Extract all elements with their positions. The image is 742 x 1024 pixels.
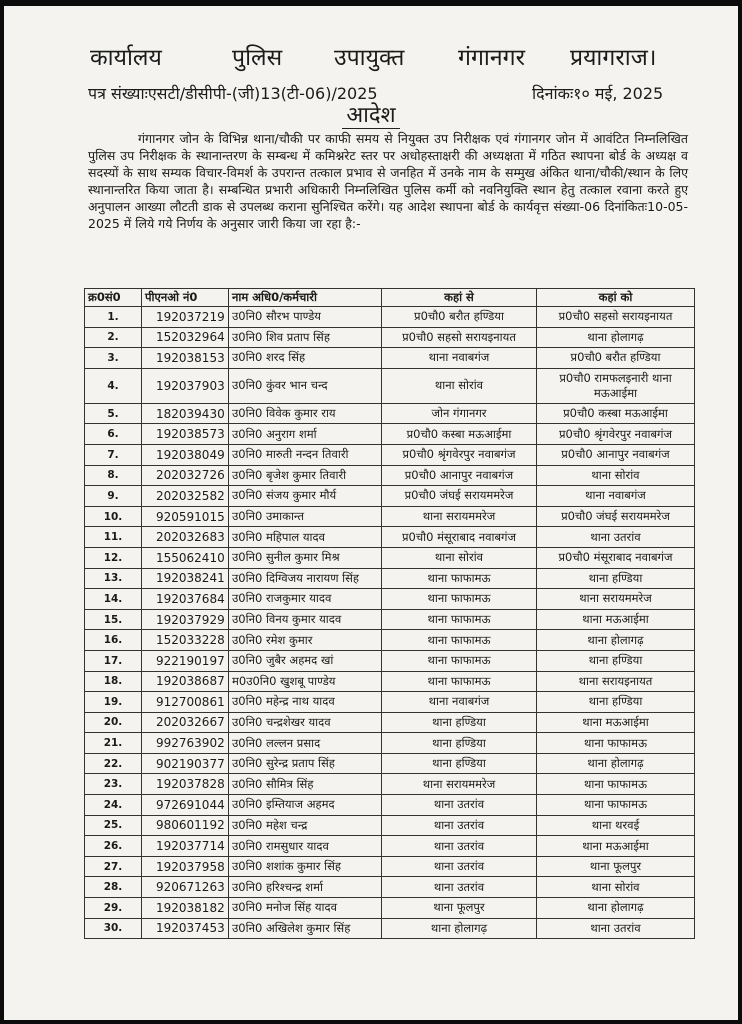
to-cell: थाना हण्डिया [537,568,695,589]
to-cell: प्र0चौ0 रामफलइनारी थाना मऊआईमा [537,368,695,403]
pno-cell: 152032964 [142,327,229,348]
from-cell: प्र0चौ0 मंसूराबाद नवाबगंज [382,527,537,548]
table-row [85,368,695,403]
table-row [85,527,695,548]
table-row [85,348,695,369]
pno-cell: 192037958 [142,856,229,877]
table-row [85,424,695,445]
name-cell: उ0नि0 संजय कुमार मौर्य [229,486,382,507]
serial-cell: 26. [85,836,142,857]
from-cell: प्र0चौ0 सहसो सरायइनायत [382,327,537,348]
from-cell: थाना होलागढ़ [382,918,537,939]
col-pno-header: पीएनओ नं0 [142,289,229,307]
to-cell: प्र0चौ0 बरौत हण्डिया [537,348,695,369]
name-cell: उ0नि0 रमेश कुमार [229,630,382,651]
pno-cell: 192038153 [142,348,229,369]
pno-cell: 152033228 [142,630,229,651]
header-dcp: उपायुक्त [334,45,405,71]
from-cell: थाना उतरांव [382,856,537,877]
pno-cell: 980601192 [142,815,229,836]
name-cell: म0उ0नि0 खुशबू पाण्डेय [229,671,382,692]
pno-cell: 202032683 [142,527,229,548]
name-cell: उ0नि0 रामसुधार यादव [229,836,382,857]
from-cell: थाना फाफामऊ [382,671,537,692]
name-cell: उ0नि0 महिपाल यादव [229,527,382,548]
to-cell: थाना नवाबगंज [537,486,695,507]
to-cell: थाना उतरांव [537,918,695,939]
table-row [85,856,695,877]
letter-date: दिनांकः१० मई, 2025 [532,84,664,103]
name-cell: उ0नि0 सौमित्र सिंह [229,774,382,795]
serial-cell: 19. [85,692,142,713]
pno-cell: 182039430 [142,403,229,424]
pno-cell: 192038049 [142,444,229,465]
name-cell: उ0नि0 अखिलेश कुमार सिंह [229,918,382,939]
serial-cell: 23. [85,774,142,795]
from-cell: थाना नवाबगंज [382,692,537,713]
name-cell: उ0नि0 राजकुमार यादव [229,589,382,610]
pno-cell: 192038241 [142,568,229,589]
from-cell: थाना उतरांव [382,836,537,857]
serial-cell: 20. [85,712,142,733]
name-cell: उ0नि0 महेश चन्द्र [229,815,382,836]
serial-cell: 27. [85,856,142,877]
table-row [85,506,695,527]
table-row [85,589,695,610]
to-cell: थाना सोरांव [537,877,695,898]
to-cell: थाना मऊआईमा [537,609,695,630]
pno-cell: 192037903 [142,368,229,403]
from-cell: प्र0चौ0 कस्बा मऊआईमा [382,424,537,445]
to-cell: थाना फाफामऊ [537,795,695,816]
table-row [85,918,695,939]
table-row [85,671,695,692]
to-cell: थाना फाफामऊ [537,774,695,795]
to-cell: थाना होलागढ़ [537,327,695,348]
table-row [85,307,695,328]
table-row [85,465,695,486]
name-cell: उ0नि0 सुरेन्द्र प्रताप सिंह [229,753,382,774]
from-cell: थाना उतरांव [382,877,537,898]
from-cell: थाना फाफामऊ [382,650,537,671]
from-cell: थाना फाफामऊ [382,589,537,610]
from-cell: थाना सरायममरेज [382,774,537,795]
col-serial-header: क्र0सं0 [85,289,142,307]
table-row [85,692,695,713]
name-cell: उ0नि0 विवेक कुमार राय [229,403,382,424]
name-cell: उ0नि0 मनोज सिंह यादव [229,898,382,919]
to-cell: थाना हण्डिया [537,650,695,671]
to-cell: प्र0चौ0 आनापुर नवाबगंज [537,444,695,465]
from-cell: थाना हण्डिया [382,712,537,733]
table-row [85,877,695,898]
to-cell: प्र0चौ0 श्रृंगवेरपुर नवाबगंज [537,424,695,445]
table-row [85,795,695,816]
serial-cell: 4. [85,368,142,403]
pno-cell: 992763902 [142,733,229,754]
name-cell: उ0नि0 कुंवर भान चन्द [229,368,382,403]
table-row [85,486,695,507]
header-city: प्रयागराज। [570,45,657,71]
serial-cell: 9. [85,486,142,507]
serial-cell: 5. [85,403,142,424]
name-cell: उ0नि0 महेन्द्र नाथ यादव [229,692,382,713]
serial-cell: 16. [85,630,142,651]
transfer-table [84,288,695,939]
name-cell: उ0नि0 हरिश्चन्द्र शर्मा [229,877,382,898]
from-cell: थाना फूलपुर [382,898,537,919]
serial-cell: 12. [85,547,142,568]
from-cell: प्र0चौ0 जंघई सरायममरेज [382,486,537,507]
to-cell: प्र0चौ0 सहसो सरायइनायत [537,307,695,328]
from-cell: प्र0चौ0 बरौत हण्डिया [382,307,537,328]
name-cell: उ0नि0 सौरभ पाण्डेय [229,307,382,328]
pno-cell: 192038687 [142,671,229,692]
from-cell: थाना सोरांव [382,547,537,568]
from-cell: थाना हण्डिया [382,753,537,774]
name-cell: उ0नि0 उमाकान्त [229,506,382,527]
to-cell: प्र0चौ0 कस्बा मऊआईमा [537,403,695,424]
to-cell: थाना होलागढ़ [537,898,695,919]
header-zone: गंगानगर [458,45,525,71]
pno-cell: 192037219 [142,307,229,328]
header-police: पुलिस [232,45,283,71]
serial-cell: 8. [85,465,142,486]
from-cell: जोन गंगानगर [382,403,537,424]
serial-cell: 3. [85,348,142,369]
table-row [85,836,695,857]
table-row [85,547,695,568]
table-row [85,444,695,465]
from-cell: थाना फाफामऊ [382,568,537,589]
office-header [4,40,738,70]
pno-cell: 192037929 [142,609,229,630]
serial-cell: 2. [85,327,142,348]
to-cell: थाना मऊआईमा [537,712,695,733]
serial-cell: 28. [85,877,142,898]
from-cell: थाना फाफामऊ [382,630,537,651]
name-cell: उ0नि0 अनुराग शर्मा [229,424,382,445]
col-from-header: कहां से [382,289,537,307]
name-cell: उ0नि0 शिव प्रताप सिंह [229,327,382,348]
serial-cell: 7. [85,444,142,465]
pno-cell: 202032667 [142,712,229,733]
table-row [85,403,695,424]
order-title [4,102,738,130]
from-cell: थाना सरायममरेज [382,506,537,527]
serial-cell: 17. [85,650,142,671]
pno-cell: 202032726 [142,465,229,486]
document-page [4,6,738,1020]
serial-cell: 6. [85,424,142,445]
serial-cell: 30. [85,918,142,939]
pno-cell: 922190197 [142,650,229,671]
letter-number: पत्र संख्याःएसटी/डीसीपी-(जी)13(टी-06)/2025 [88,84,378,103]
to-cell: थाना मऊआईमा [537,836,695,857]
pno-cell: 192038573 [142,424,229,445]
pno-cell: 192037684 [142,589,229,610]
table-row [85,630,695,651]
serial-cell: 24. [85,795,142,816]
pno-cell: 192037453 [142,918,229,939]
serial-cell: 13. [85,568,142,589]
from-cell: थाना सोरांव [382,368,537,403]
name-cell: उ0नि0 लल्लन प्रसाद [229,733,382,754]
header-office: कार्यालय [90,45,162,71]
name-cell: उ0नि0 इम्तियाज अहमद [229,795,382,816]
to-cell: थाना होलागढ़ [537,753,695,774]
to-cell: थाना उतरांव [537,527,695,548]
serial-cell: 11. [85,527,142,548]
order-title-text: आदेश [342,103,399,129]
serial-cell: 1. [85,307,142,328]
serial-cell: 21. [85,733,142,754]
pno-cell: 192037828 [142,774,229,795]
col-to-header: कहां को [537,289,695,307]
pno-cell: 192038182 [142,898,229,919]
table-row [85,774,695,795]
name-cell: उ0नि0 बृजेश कुमार तिवारी [229,465,382,486]
serial-cell: 29. [85,898,142,919]
order-body-text: गंगानगर जोन के विभिन्न थाना/चौकी पर काफी समय से नियुक्त उप निरीक्षक एवं गंगानगर जोन में आवंटित निम्नलिखित पुलिस उप निरीक्षक के स्थानान्तरण के सम्बन्ध में कमिश्नरेट स्तर पर अधोहस्ताक्षरी की अध्यक्षता में गठित स्थापना बोर्ड के अध्यक्ष व सदस्यों के साथ सम्यक विचार-विमर्श के उपरान्त तत्काल प्रभाव से जनहित में उनके नाम के सम्मुख अंकित थाना/चौकी/स्थान के लिए स्थानान्तरित किया जाता है। सम्बन्धित प्रभारी अधिकारी निम्नलिखित पुलिस कर्मी को नवनियुक्ति स्थान हेतु तत्काल रवाना करते हुए अनुपालन आख्या लौटती डाक से उपलब्ध कराना सुनिश्चित करेंगे। यह आदेश स्थापना बोर्ड के कार्यवृत्त संख्या-06 दिनांकितः10-05-2025 में लिये गये निर्णय के अनुसार जारी किया जा रहा है:- [88,131,688,231]
table-row [85,898,695,919]
to-cell: थाना फूलपुर [537,856,695,877]
from-cell: थाना नवाबगंज [382,348,537,369]
from-cell: प्र0चौ0 आनापुर नवाबगंज [382,465,537,486]
pno-cell: 920591015 [142,506,229,527]
table-row [85,712,695,733]
pno-cell: 920671263 [142,877,229,898]
to-cell: थाना हण्डिया [537,692,695,713]
table-row [85,327,695,348]
to-cell: थाना होलागढ़ [537,630,695,651]
name-cell: उ0नि0 विनय कुमार यादव [229,609,382,630]
serial-cell: 15. [85,609,142,630]
name-cell: उ0नि0 शशांक कुमार सिंह [229,856,382,877]
to-cell: थाना सरायममरेज [537,589,695,610]
to-cell: प्र0चौ0 मंसूराबाद नवाबगंज [537,547,695,568]
name-cell: उ0नि0 चन्द्रशेखर यादव [229,712,382,733]
name-cell: उ0नि0 दिग्विजय नारायण सिंह [229,568,382,589]
name-cell: उ0नि0 मारुती नन्दन तिवारी [229,444,382,465]
table-row [85,753,695,774]
serial-cell: 18. [85,671,142,692]
pno-cell: 192037714 [142,836,229,857]
col-name-header: नाम अधि0/कर्मचारी [229,289,382,307]
name-cell: उ0नि0 जुबैर अहमद खां [229,650,382,671]
name-cell: उ0नि0 शरद सिंह [229,348,382,369]
table-row [85,733,695,754]
serial-cell: 22. [85,753,142,774]
to-cell: थाना सोरांव [537,465,695,486]
pno-cell: 202032582 [142,486,229,507]
table-row [85,815,695,836]
pno-cell: 902190377 [142,753,229,774]
from-cell: थाना फाफामऊ [382,609,537,630]
to-cell: थाना फाफामऊ [537,733,695,754]
from-cell: प्र0चौ0 श्रृंगवेरपुर नवाबगंज [382,444,537,465]
table-row [85,568,695,589]
name-cell: उ0नि0 सुनील कुमार मिश्र [229,547,382,568]
from-cell: थाना उतरांव [382,815,537,836]
table-header-row [85,289,695,307]
serial-cell: 10. [85,506,142,527]
serial-cell: 14. [85,589,142,610]
from-cell: थाना हण्डिया [382,733,537,754]
pno-cell: 912700861 [142,692,229,713]
to-cell: थाना सरायइनायत [537,671,695,692]
serial-cell: 25. [85,815,142,836]
to-cell: थाना थरवई [537,815,695,836]
to-cell: प्र0चौ0 जंघई सरायममरेज [537,506,695,527]
table-row [85,609,695,630]
pno-cell: 972691044 [142,795,229,816]
pno-cell: 155062410 [142,547,229,568]
table-row [85,650,695,671]
from-cell: थाना उतरांव [382,795,537,816]
